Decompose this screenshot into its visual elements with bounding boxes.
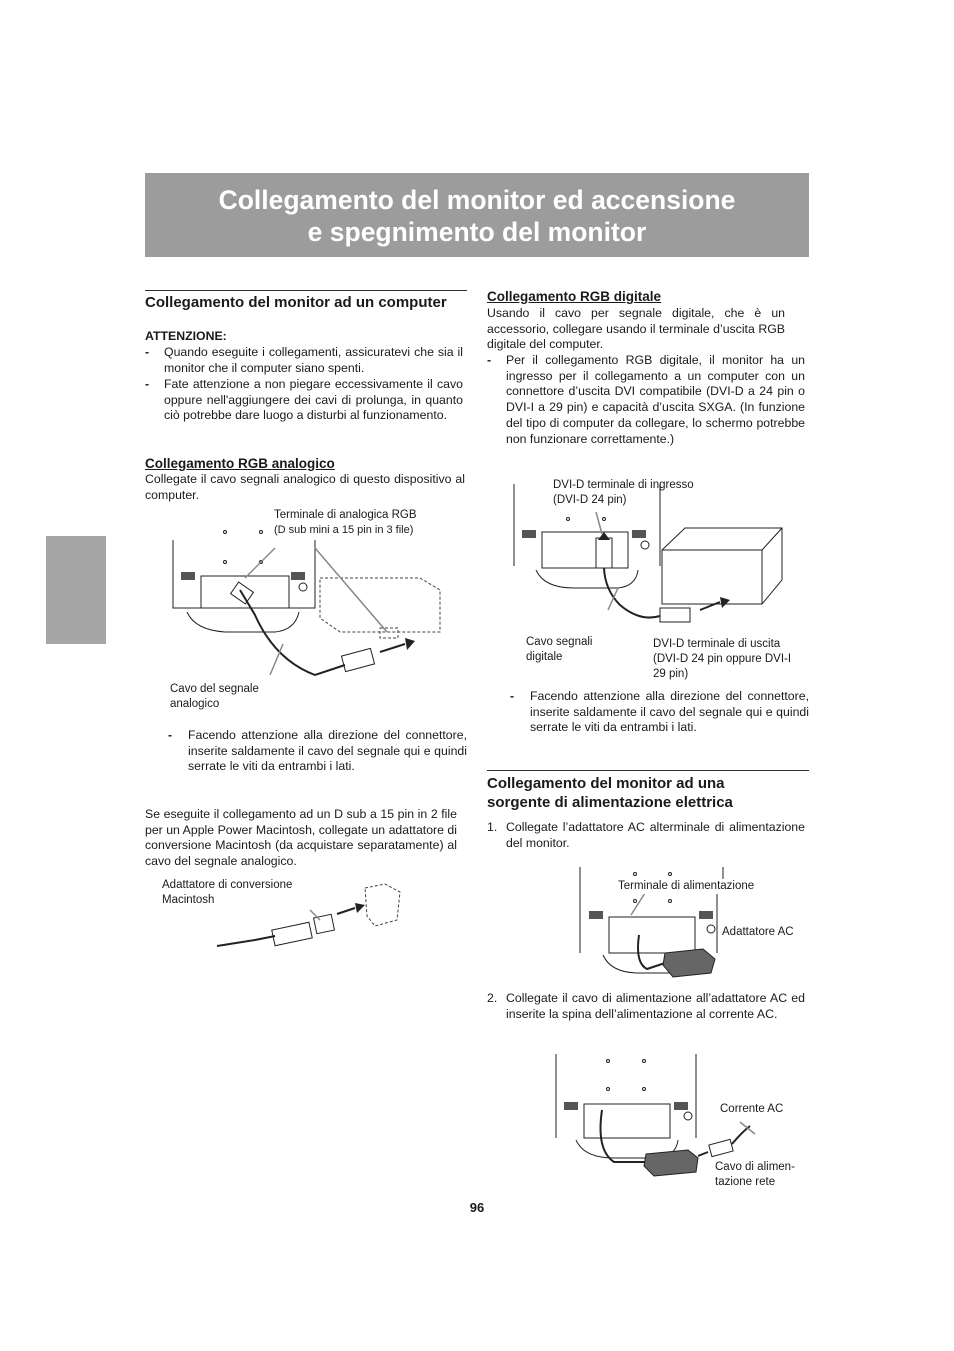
fig5-screw-dot	[643, 1060, 646, 1063]
fig3-cable-label-line2: digitale	[526, 651, 563, 663]
fig3-plug-computer	[660, 608, 690, 622]
page-title-line2: e spegnimento del monitor	[307, 217, 647, 247]
bullet-dash: -	[487, 353, 492, 367]
fig5-ac-label: Corrente AC	[720, 1103, 784, 1115]
fig4-screw-dot	[669, 900, 672, 903]
fig1-cable-label-line2: analogico	[170, 698, 220, 710]
fig1-terminal-label-line1: Terminale di analogica RGB	[274, 509, 417, 521]
fig3-cable-label-line1: Cavo segnali	[526, 636, 593, 648]
fig4-adapter-cable	[638, 935, 665, 969]
page-title	[145, 184, 809, 248]
attention-item-1-text: Quando eseguite i collegamenti, assicuratevi che sia il monitor che il computer siano spenti.	[164, 345, 463, 375]
step1-text: Collegate l’adattatore AC alterminale di alimentazione del monitor.	[506, 820, 805, 850]
fig1-vent	[291, 572, 305, 580]
step1-number: 1.	[487, 820, 498, 834]
step2-text: Collegate il cavo di alimentazione all’adattatore AC ed inserite la spina dell’alimentazione al corrente AC.	[506, 991, 805, 1021]
power-heading-line1: Collegamento del monitor ad una	[487, 775, 725, 792]
fig3-output-label-line3: 29 pin)	[653, 668, 689, 680]
right-heading-rule	[487, 770, 809, 771]
fig3-input-label-line1: DVI-D terminale di ingresso	[553, 479, 694, 491]
bullet-dash: -	[510, 689, 515, 703]
fig3-port-panel	[542, 532, 628, 568]
fig2-mac-adapter-diagram	[215, 880, 405, 955]
fig5-screw-dot	[607, 1088, 610, 1091]
fig4-terminal-label: Terminale di alimentazione	[618, 880, 755, 892]
fig5-power-jack	[684, 1112, 692, 1120]
bullet-dash: -	[168, 728, 173, 742]
fig1-insert-arrow	[380, 644, 405, 652]
fig5-vent	[674, 1102, 688, 1110]
fig3-leader	[596, 512, 602, 534]
fig4-screw-dot	[634, 873, 637, 876]
rgb-digital-text: Usando il cavo per segnale digitale, che è un accessorio, collegare usando il terminale d’uscita RGB digitale del computer.	[487, 306, 785, 352]
fig2-arrowhead	[355, 903, 365, 913]
fig1-vent	[181, 572, 195, 580]
attention-item-2-text: Fate attenzione a non piegare eccessivamente il cavo oppure nell'aggiungere dei cavi di prolunga, in quanto ciò potrebbe dare luogo a disturbi al funzionamento.	[164, 377, 463, 423]
fig2-cable	[217, 936, 275, 946]
side-section-tab	[46, 536, 106, 644]
fig4-leader	[631, 893, 645, 915]
power-step-2	[487, 991, 805, 1022]
fig4-vent	[699, 911, 713, 919]
fig5-port-panel	[584, 1104, 670, 1138]
fig5-short-cord	[698, 1152, 708, 1156]
fig1-leader-line	[315, 548, 387, 632]
fig5-adapter-cable	[601, 1110, 647, 1162]
fig5-ac-adapter	[644, 1150, 698, 1176]
fig1-leader-line	[245, 548, 275, 578]
left-heading-rule	[145, 290, 467, 291]
bullet-dash: -	[145, 345, 150, 359]
attention-item-1	[145, 345, 463, 376]
fig4-ac-adapter	[663, 949, 715, 977]
fig5-vent	[564, 1102, 578, 1110]
fig1-arrowhead	[405, 638, 415, 650]
fig2-leader	[310, 910, 320, 920]
digital-bullet-2-text: Facendo attenzione alla direzione del connettore, inserite saldamente il cavo del segnale qui e quindi serrate le viti da entrambi i lati.	[530, 689, 809, 735]
fig5-power-plug	[709, 1139, 733, 1156]
mac-adapter-text: Se eseguite il collegamento ad un D sub a 15 pin in 2 file per un Apple Power Macintosh, collegate un adattatore di conversione Macintosh (da acquistare separatamente) al cavo del segnale analogico.	[145, 807, 457, 869]
fig3-output-label	[653, 637, 791, 682]
fig3-insert-arrow	[700, 602, 720, 610]
fig3-dvi-plug	[596, 538, 612, 568]
fig2-arrow	[337, 908, 355, 914]
digital-bullet-1-text: Per il collegamento RGB digitale, il monitor ha un ingresso per il collegamento a un computer con un connettore d’uscita DVI compatibile (DVI-D a 24 pin o DVI-I a 29 pin) e capacità d’uscita SXGA. (In funzione del tipo di computer da collegare, lo schermo potrebbe non funzionare correttamente.)	[506, 353, 805, 446]
fig4-power-jack	[707, 925, 715, 933]
fig3-vent	[522, 530, 536, 538]
fig3-arrowhead	[720, 597, 730, 608]
fig4-port-panel	[609, 917, 695, 953]
fig3-vent	[632, 530, 646, 538]
fig5-cord-label	[715, 1160, 795, 1190]
page-number: 96	[469, 1200, 485, 1215]
fig5-cord-label-line2: tazione rete	[715, 1176, 776, 1188]
fig3-cable	[604, 568, 660, 618]
fig3-digital-connection-diagram	[510, 480, 810, 630]
fig1-screw-dot	[260, 531, 263, 534]
fig3-output-label-line2: (DVI-D 24 pin oppure DVI-I	[653, 653, 792, 665]
power-heading-line2: sorgente di alimentazione elettrica	[487, 794, 733, 811]
fig2-plug	[272, 922, 312, 946]
title-banner	[145, 173, 809, 257]
fig3-output-label-line1: DVI-D terminale di uscita	[653, 638, 781, 650]
fig1-cable-label	[170, 682, 259, 712]
fig1-computer-port	[380, 628, 398, 638]
fig1-stand	[187, 612, 299, 632]
fig1-screw-dot	[224, 561, 227, 564]
fig3-up-arrow	[598, 532, 610, 540]
analog-bullet-text: Facendo attenzione alla direzione del connettore, inserite saldamente il cavo del segnale qui e quindi serrate le viti da entrambi i lati.	[188, 728, 467, 774]
fig5-screw-dot	[607, 1060, 610, 1063]
fig4-adapter-label: Adattatore AC	[722, 926, 794, 938]
fig3-power-jack	[641, 541, 649, 549]
fig2-label-line2: Macintosh	[162, 894, 215, 906]
fig3-computer-edge	[662, 550, 762, 604]
fig1-cable-label-line1: Cavo del segnale	[170, 683, 259, 695]
power-section-heading	[487, 774, 809, 812]
attention-label: ATTENZIONE:	[145, 329, 227, 343]
fig3-input-label-line2: (DVI-D 24 pin)	[553, 494, 627, 506]
attention-item-2	[145, 377, 463, 424]
fig4-vent	[589, 911, 603, 919]
rgb-analog-text: Collegate il cavo segnali analogico di questo dispositivo al computer.	[145, 472, 465, 502]
rgb-analog-heading: Collegamento RGB analogico	[145, 456, 335, 471]
fig3-screw-dot	[603, 518, 606, 521]
fig4-screw-dot	[634, 900, 637, 903]
fig2-port-outline	[365, 884, 400, 926]
fig1-terminal-label-line2: (D sub mini a 15 pin in 3 file)	[274, 523, 414, 536]
fig1-power-jack	[299, 583, 307, 591]
bullet-dash: -	[145, 377, 150, 391]
fig3-computer-edge	[762, 528, 782, 550]
fig1-screw-dot	[224, 531, 227, 534]
fig1-analog-connection-diagram	[165, 520, 455, 690]
digital-bullet-1	[487, 353, 805, 447]
left-section-heading: Collegamento del monitor ad un computer	[145, 294, 447, 311]
page-title-line1: Collegamento del monitor ed accensione	[218, 185, 736, 215]
fig5-cord-label-line1: Cavo di alimen-	[715, 1161, 795, 1173]
fig4-screw-dot	[669, 873, 672, 876]
fig1-plug-computer	[341, 648, 374, 671]
fig2-label-line1: Adattatore di conversione	[162, 879, 293, 891]
fig3-cable-label	[526, 635, 592, 665]
fig3-stand	[536, 570, 638, 588]
fig3-computer-box	[662, 528, 782, 604]
power-step-1	[487, 820, 805, 851]
step2-number: 2.	[487, 991, 498, 1005]
fig3-screw-dot	[567, 518, 570, 521]
fig5-screw-dot	[643, 1088, 646, 1091]
digital-bullet-2	[510, 689, 809, 736]
analog-bullet	[168, 728, 467, 775]
rgb-digital-heading: Collegamento RGB digitale	[487, 289, 662, 304]
